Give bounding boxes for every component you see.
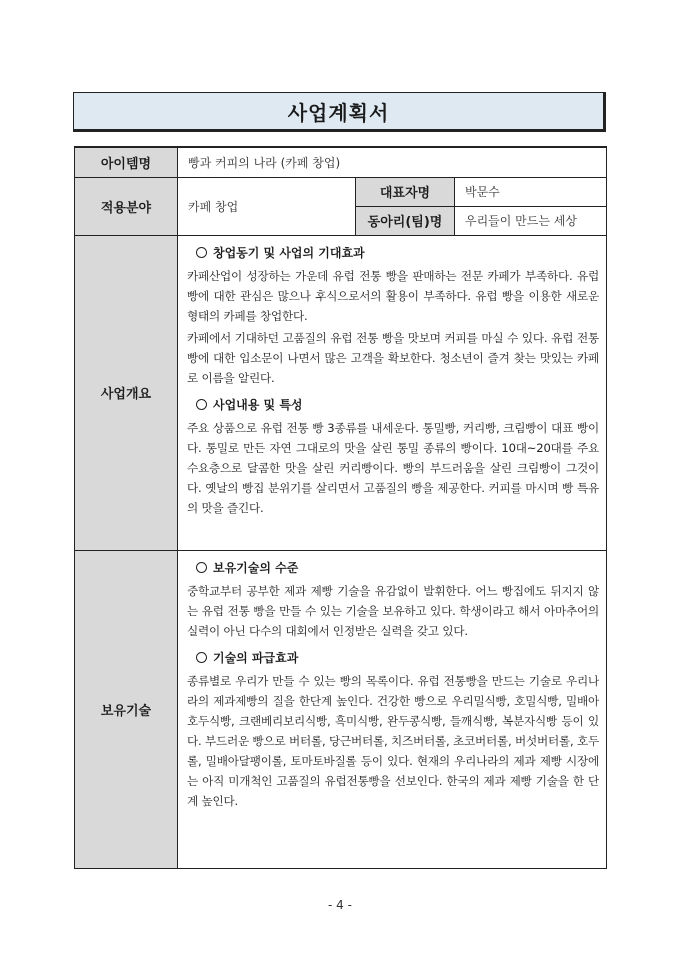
tech-section-1-heading <box>196 559 599 576</box>
circle-bullet-icon <box>196 399 207 410</box>
circle-bullet-icon <box>196 562 207 573</box>
page-number: - 4 - <box>328 898 352 912</box>
circle-bullet-icon <box>196 247 207 258</box>
club-label: 동아리(팀)명 <box>356 206 455 235</box>
overview-section-1-title: 창업동기 및 사업의 기대효과 <box>213 245 365 260</box>
tech-label: 보유기술 <box>75 550 178 868</box>
tech-section-2-title: 기술의 파급효과 <box>213 650 299 665</box>
overview-section-1-heading <box>196 244 599 261</box>
overview-section-2-title: 사업내용 및 특성 <box>213 397 303 412</box>
item-value: 빵과 커피의 나라 (카페 창업) <box>178 147 607 177</box>
overview-section-2-paragraph-1: 주요 상품으로 유럽 전통 빵 3종류를 내세운다. 통밀빵, 커리빵, 크림빵이 대표 빵이다. 통밀로 만든 자연 그대로의 맛을 살린 통밀 종류의 빵이다. 10대~20대를 주요 수요층으로 달콤한 맛을 살린 커리빵이다. 빵의 부드러움을 살린 크림빵이 그것이다. 옛날의 빵집 분위기를 살리면서 고품질의 빵을 제공한다. 커피를 마시며 빵 특유의 맛을 즐긴다. <box>187 420 600 515</box>
overview-content <box>178 235 607 550</box>
overview-row <box>75 235 607 550</box>
tech-section-1-title: 보유기술의 수준 <box>213 560 299 575</box>
overview-label: 사업개요 <box>75 235 178 550</box>
item-label: 아이템명 <box>75 147 178 177</box>
representative-value: 박문수 <box>455 177 607 206</box>
club-value: 우리들이 만드는 세상 <box>455 206 607 235</box>
overview-section-1-paragraph-1: 카페산업이 성장하는 가운데 유럽 전통 빵을 판매하는 전문 카페가 부족하다. 유럽 빵에 대한 관심은 많으나 후식으로서의 활용이 부족하다. 유럽 빵을 이용한 새로운 형태의 카페를 창업한다. <box>187 268 600 323</box>
overview-section-2-heading <box>196 396 599 413</box>
tech-content <box>178 550 607 868</box>
field-row-1 <box>75 177 607 206</box>
tech-section-1-paragraph-1: 중학교부터 공부한 제과 제빵 기술을 유감없이 발휘한다. 어느 빵집에도 뒤지지 않는 유럽 전통 빵을 만들 수 있는 기술을 보유하고 있다. 학생이라고 해서 아마추어의 실력이 아닌 다수의 대회에서 인정받은 실력을 갖고 있다. <box>187 583 600 638</box>
item-row <box>75 147 607 177</box>
tech-section-2-heading <box>196 649 599 666</box>
business-plan-table <box>74 146 607 869</box>
tech-section-2-paragraph-1: 종류별로 우리가 만들 수 있는 빵의 목록이다. 유럽 전통빵을 만드는 기술로 우리나라의 제과제빵의 질을 한단계 높인다. 건강한 빵으로 우리밀식빵, 호밀식빵, 밀배아호두식빵, 크랜베리보리식빵, 흑미식빵, 완두콩식빵, 들깨식빵, 복분자식빵 등이 있다. 부드러운 빵으로 버터롤, 당근버터롤, 치즈버터롤, 초코버터롤, 버섯버터롤, 호두롤, 밀배아달팽이롤, 토마토바질롤 등이 있다. 현재의 우리나라의 제과 제빵 시장에는 아직 미개척인 고품질의 유럽전통빵을 선보인다. 한국의 제과 제빵 기술을 한 단계 높인다. <box>187 673 600 808</box>
field-label: 적용분야 <box>75 177 178 235</box>
overview-section-1-paragraph-2: 카페에서 기대하던 고품질의 유럽 전통 빵을 맛보며 커피를 마실 수 있다. 유럽 전통 빵에 대한 입소문이 나면서 많은 고객을 확보한다. 청소년이 즐겨 찾는 맛있는 카페로 이름을 알린다. <box>187 330 600 385</box>
document-title: 사업계획서 <box>287 100 390 125</box>
tech-row <box>75 550 607 868</box>
circle-bullet-icon <box>196 652 207 663</box>
field-value: 카페 창업 <box>178 177 356 235</box>
document-title-box <box>73 92 606 132</box>
representative-label: 대표자명 <box>356 177 455 206</box>
